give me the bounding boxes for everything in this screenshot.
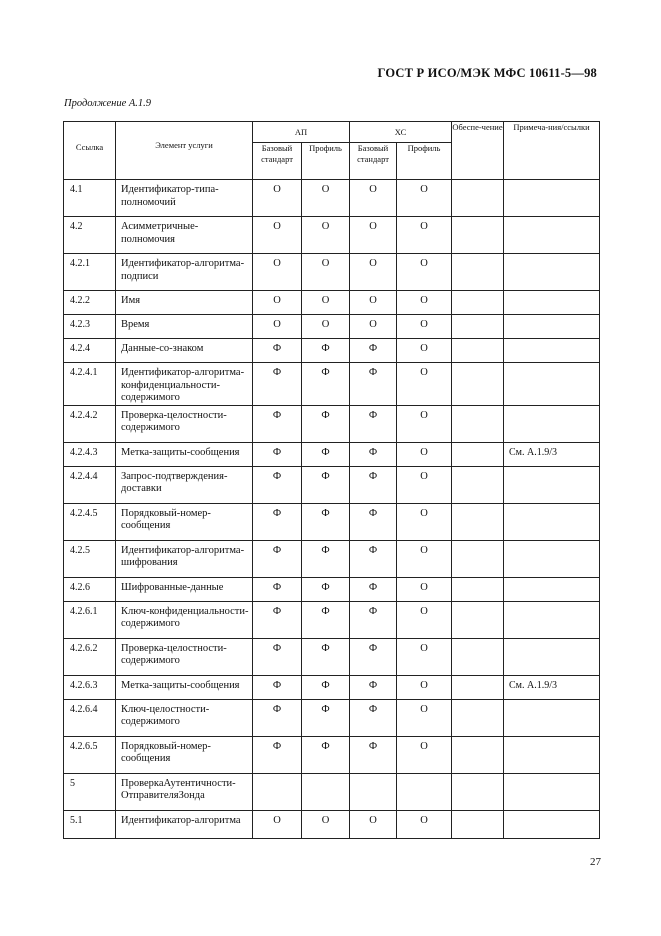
- table-row: [64, 315, 600, 339]
- row-ap-base: Ф: [253, 442, 302, 466]
- table-row: [64, 217, 600, 254]
- row-xs-base: О: [350, 254, 397, 291]
- table-row: [64, 699, 600, 736]
- header-xs-profile: Профиль: [397, 143, 452, 180]
- row-provision: [452, 466, 504, 503]
- table-row: [64, 773, 600, 810]
- row-xs-base: Ф: [350, 405, 397, 442]
- row-ref: 4.2.4.1: [64, 363, 116, 406]
- row-note: [504, 810, 600, 838]
- table-row: [64, 736, 600, 773]
- row-ap-base: О: [253, 217, 302, 254]
- table-row: [64, 339, 600, 363]
- row-xs-base: О: [350, 315, 397, 339]
- row-ap-base: Ф: [253, 601, 302, 638]
- row-ap-profile: Ф: [302, 503, 350, 540]
- row-xs-base: Ф: [350, 601, 397, 638]
- row-ap-profile: Ф: [302, 699, 350, 736]
- row-note: [504, 466, 600, 503]
- row-ref: 4.2.4.5: [64, 503, 116, 540]
- row-ap-profile: Ф: [302, 442, 350, 466]
- page-number: 27: [590, 856, 601, 868]
- row-note: [504, 577, 600, 601]
- row-xs-base: Ф: [350, 675, 397, 699]
- header-ap-profile: Профиль: [302, 143, 350, 180]
- row-note: [504, 601, 600, 638]
- row-xs-profile: О: [397, 736, 452, 773]
- row-ap-base: О: [253, 254, 302, 291]
- service-elements-table: [63, 121, 600, 839]
- row-ap-profile: О: [302, 810, 350, 838]
- row-element: Имя: [116, 291, 253, 315]
- row-ap-profile: Ф: [302, 675, 350, 699]
- table-row: [64, 577, 600, 601]
- row-xs-profile: О: [397, 466, 452, 503]
- row-ap-profile: Ф: [302, 638, 350, 675]
- row-note: [504, 180, 600, 217]
- row-provision: [452, 254, 504, 291]
- row-provision: [452, 180, 504, 217]
- row-ref: 4.2.4: [64, 339, 116, 363]
- row-element: Проверка-целостности-содержимого: [116, 405, 253, 442]
- row-ap-profile: Ф: [302, 577, 350, 601]
- row-ref: 5.1: [64, 810, 116, 838]
- row-ref: 4.2.6.2: [64, 638, 116, 675]
- row-ref: 4.2.6.4: [64, 699, 116, 736]
- row-ref: 4.2.5: [64, 540, 116, 577]
- row-provision: [452, 810, 504, 838]
- row-ref: 4.1: [64, 180, 116, 217]
- row-ap-base: Ф: [253, 638, 302, 675]
- row-ap-profile: Ф: [302, 405, 350, 442]
- row-xs-profile: О: [397, 339, 452, 363]
- row-element: Идентификатор-типа-полномочий: [116, 180, 253, 217]
- row-ref: 5: [64, 773, 116, 810]
- row-xs-profile: О: [397, 405, 452, 442]
- row-ap-profile: [302, 773, 350, 810]
- row-note: [504, 540, 600, 577]
- row-xs-profile: О: [397, 810, 452, 838]
- row-xs-base: О: [350, 810, 397, 838]
- header-xs-group: ХС: [350, 122, 452, 143]
- row-ap-profile: О: [302, 315, 350, 339]
- table-caption: Продолжение А.1.9: [64, 98, 152, 109]
- row-note: [504, 736, 600, 773]
- row-ap-base: Ф: [253, 736, 302, 773]
- row-xs-profile: О: [397, 217, 452, 254]
- header-xs-base-standard: Базовый стандарт: [350, 143, 397, 180]
- row-provision: [452, 540, 504, 577]
- row-xs-profile: О: [397, 442, 452, 466]
- row-ref: 4.2.2: [64, 291, 116, 315]
- table-row: [64, 675, 600, 699]
- row-xs-profile: [397, 773, 452, 810]
- row-element: Асимметричные-полномочия: [116, 217, 253, 254]
- row-ap-base: Ф: [253, 699, 302, 736]
- row-element: Идентификатор-алгоритма-шифрования: [116, 540, 253, 577]
- row-element: Идентификатор-алгоритма-конфиденциальности-содержимого: [116, 363, 253, 406]
- row-ref: 4.2.6.1: [64, 601, 116, 638]
- row-xs-profile: О: [397, 699, 452, 736]
- row-ap-base: О: [253, 291, 302, 315]
- header-provision: Обеспе-чение: [452, 122, 504, 180]
- row-xs-profile: О: [397, 601, 452, 638]
- row-xs-profile: О: [397, 503, 452, 540]
- row-xs-base: Ф: [350, 638, 397, 675]
- row-xs-base: Ф: [350, 363, 397, 406]
- row-xs-profile: О: [397, 363, 452, 406]
- row-element: Ключ-конфиденциальности-содержимого: [116, 601, 253, 638]
- row-note: [504, 773, 600, 810]
- row-provision: [452, 217, 504, 254]
- header-element: Элемент услуги: [116, 122, 253, 180]
- row-xs-profile: О: [397, 577, 452, 601]
- table-body: [64, 180, 600, 839]
- row-ap-profile: Ф: [302, 540, 350, 577]
- row-element: Идентификатор-алгоритма-подписи: [116, 254, 253, 291]
- row-xs-profile: О: [397, 291, 452, 315]
- row-element: Идентификатор-алгоритма: [116, 810, 253, 838]
- row-ap-base: Ф: [253, 466, 302, 503]
- row-xs-base: [350, 773, 397, 810]
- row-ref: 4.2.6.5: [64, 736, 116, 773]
- row-element: Проверка-целостности-содержимого: [116, 638, 253, 675]
- table-row: [64, 540, 600, 577]
- row-ref: 4.2.1: [64, 254, 116, 291]
- row-xs-base: Ф: [350, 577, 397, 601]
- table-row: [64, 291, 600, 315]
- row-provision: [452, 405, 504, 442]
- row-note: [504, 339, 600, 363]
- row-element: Метка-защиты-сообщения: [116, 675, 253, 699]
- row-xs-base: Ф: [350, 540, 397, 577]
- header-ap-group: АП: [253, 122, 350, 143]
- row-provision: [452, 315, 504, 339]
- table-row: [64, 503, 600, 540]
- row-provision: [452, 291, 504, 315]
- row-xs-profile: О: [397, 315, 452, 339]
- row-ap-base: О: [253, 180, 302, 217]
- table-row: [64, 405, 600, 442]
- row-element: Запрос-подтверждения-доставки: [116, 466, 253, 503]
- row-provision: [452, 339, 504, 363]
- row-xs-profile: О: [397, 254, 452, 291]
- row-note: [504, 217, 600, 254]
- table-row: [64, 254, 600, 291]
- row-element: Шифрованные-данные: [116, 577, 253, 601]
- row-xs-base: Ф: [350, 699, 397, 736]
- row-provision: [452, 773, 504, 810]
- row-ap-base: Ф: [253, 503, 302, 540]
- row-note: [504, 291, 600, 315]
- row-xs-base: Ф: [350, 466, 397, 503]
- row-provision: [452, 601, 504, 638]
- table-row: [64, 363, 600, 406]
- row-xs-base: Ф: [350, 442, 397, 466]
- row-ap-base: Ф: [253, 540, 302, 577]
- row-ap-base: [253, 773, 302, 810]
- row-provision: [452, 503, 504, 540]
- row-xs-base: Ф: [350, 339, 397, 363]
- table-row: [64, 810, 600, 838]
- row-element: Время: [116, 315, 253, 339]
- row-ap-base: Ф: [253, 339, 302, 363]
- row-note: [504, 315, 600, 339]
- row-ref: 4.2.4.3: [64, 442, 116, 466]
- row-ap-base: Ф: [253, 577, 302, 601]
- row-xs-base: Ф: [350, 503, 397, 540]
- row-provision: [452, 638, 504, 675]
- row-ap-base: О: [253, 315, 302, 339]
- row-element: Данные-со-знаком: [116, 339, 253, 363]
- row-note: [504, 254, 600, 291]
- table-row: [64, 466, 600, 503]
- row-xs-base: О: [350, 291, 397, 315]
- row-note: [504, 503, 600, 540]
- row-note: [504, 363, 600, 406]
- row-ap-profile: О: [302, 291, 350, 315]
- table-row: [64, 601, 600, 638]
- row-ap-base: О: [253, 810, 302, 838]
- table-row: [64, 442, 600, 466]
- row-ap-profile: Ф: [302, 363, 350, 406]
- row-ref: 4.2.6.3: [64, 675, 116, 699]
- row-provision: [452, 736, 504, 773]
- row-note: [504, 638, 600, 675]
- row-ref: 4.2.6: [64, 577, 116, 601]
- row-note: [504, 699, 600, 736]
- row-note: См. А.1.9/3: [504, 442, 600, 466]
- row-element: Ключ-целостности-содержимого: [116, 699, 253, 736]
- row-ref: 4.2.4.4: [64, 466, 116, 503]
- row-ap-base: Ф: [253, 675, 302, 699]
- header-ap-base-standard: Базовый стандарт: [253, 143, 302, 180]
- table-row: [64, 180, 600, 217]
- row-ap-profile: О: [302, 217, 350, 254]
- row-xs-profile: О: [397, 540, 452, 577]
- row-element: ПроверкаАутентичности-ОтправителяЗонда: [116, 773, 253, 810]
- row-xs-profile: О: [397, 638, 452, 675]
- row-ap-profile: Ф: [302, 601, 350, 638]
- row-provision: [452, 442, 504, 466]
- row-ap-base: Ф: [253, 363, 302, 406]
- row-provision: [452, 699, 504, 736]
- row-note: [504, 405, 600, 442]
- row-note: См. А.1.9/3: [504, 675, 600, 699]
- row-ref: 4.2.4.2: [64, 405, 116, 442]
- row-ap-profile: О: [302, 180, 350, 217]
- row-ap-profile: Ф: [302, 339, 350, 363]
- row-provision: [452, 363, 504, 406]
- row-ap-profile: Ф: [302, 736, 350, 773]
- row-xs-profile: О: [397, 180, 452, 217]
- header-notes: Примеча-ния/ссылки: [504, 122, 600, 180]
- row-xs-base: Ф: [350, 736, 397, 773]
- row-ref: 4.2: [64, 217, 116, 254]
- row-element: Метка-защиты-сообщения: [116, 442, 253, 466]
- row-element: Порядковый-номер-сообщения: [116, 503, 253, 540]
- row-ap-profile: Ф: [302, 466, 350, 503]
- row-ap-base: Ф: [253, 405, 302, 442]
- row-xs-base: О: [350, 180, 397, 217]
- table-row: [64, 638, 600, 675]
- row-xs-base: О: [350, 217, 397, 254]
- row-provision: [452, 577, 504, 601]
- header-ref: Ссылка: [64, 122, 116, 180]
- row-provision: [452, 675, 504, 699]
- document-header: ГОСТ Р ИСО/МЭК МФС 10611-5—98: [377, 66, 597, 80]
- row-xs-profile: О: [397, 675, 452, 699]
- row-ap-profile: О: [302, 254, 350, 291]
- row-ref: 4.2.3: [64, 315, 116, 339]
- row-element: Порядковый-номер-сообщения: [116, 736, 253, 773]
